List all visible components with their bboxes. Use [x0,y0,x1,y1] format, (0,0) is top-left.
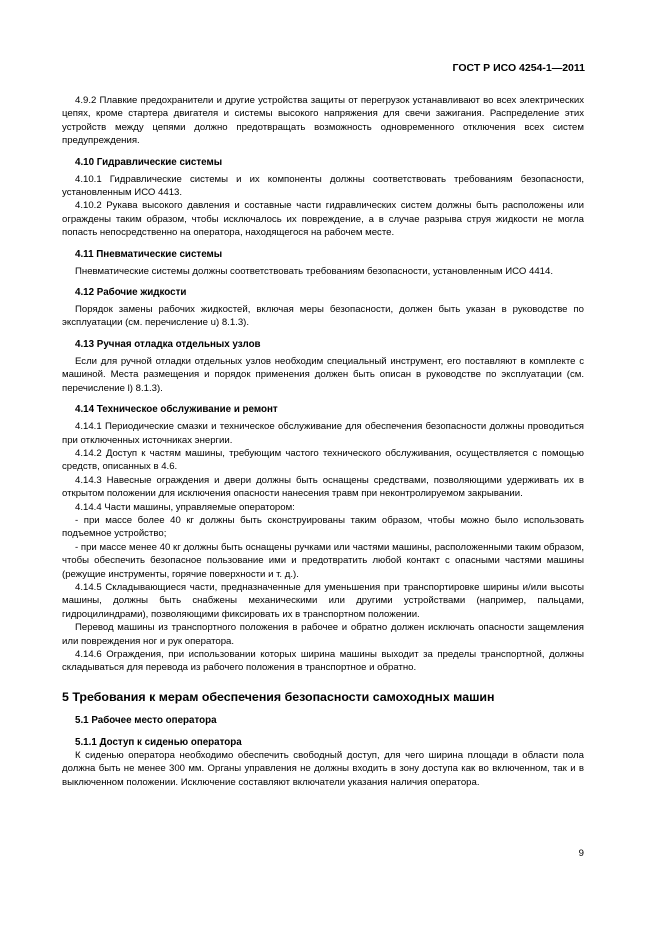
section-5-heading: 5 Требования к мерам обеспечения безопасности самоходных машин [62,689,495,704]
page-number: 9 [578,848,584,859]
paragraph-4-14-5: 4.14.5 Складывающиеся части, предназначенные для уменьшения при транспортировке ширины и/или высоты машины, должны быть снабжены механическими или другими устройствами (например, пальцами, гидроцилиндрами), позволяющими фиксировать их в транспортном положении. [62,581,584,620]
list-item-heavy-parts: - при массе более 40 кг должны быть сконструированы таким образом, чтобы можно было использовать подъемное устройство; [62,514,584,540]
page-content [62,94,584,789]
document-code: ГОСТ Р ИСО 4254-1—2011 [452,62,585,74]
paragraph-4-14-3: 4.14.3 Навесные ограждения и двери должны быть оснащены средствами, позволяющими удерживать их в открытом положении для исключения опасности нанесения травм при неконтролируемом закрывании. [62,474,584,500]
paragraph-4-9-2: 4.9.2 Плавкие предохранители и другие устройства защиты от перегрузок устанавливают во всех электрических цепях, кроме стартера двигателя и системы высокого напряжения для свечи зажигания. Распределение этих устройств между цепями должно предотвращать возможность одновременного отключения всех систем предупреждения. [62,95,584,147]
paragraph-4-14-1: 4.14.1 Периодические смазки и техническое обслуживание для обеспечения безопасности должны проводиться при отключенных источниках энергии. [62,421,584,446]
paragraph-4-11: Пневматические системы должны соответствовать требованиям безопасности, установленным ИСО 4414. [75,265,554,277]
heading-4-12: 4.12 Рабочие жидкости [75,287,187,299]
heading-4-14: 4.14 Техническое обслуживание и ремонт [75,404,278,416]
paragraph-4-14-2: 4.14.2 Доступ к частям машины, требующим частого технического обслуживания, осуществляется с помощью средств, описанных в 4.6. [62,447,584,473]
paragraph-4-12: Порядок замены рабочих жидкостей, включая меры безопасности, должен быть указан в руководстве по эксплуатации (см. перечисление u) 8.1.3). [62,304,584,329]
paragraph-4-14-4: 4.14.4 Части машины, управляемые оператором: [75,501,295,513]
heading-4-11: 4.11 Пневматические системы [75,248,223,260]
paragraph-4-10-2: 4.10.2 Рукава высокого давления и составные части гидравлических систем должны быть расположены или ограждены таким образом, чтобы исключалось их повреждение, а в случае разрыва струя жидкости не могла попасть непосредственно на оператора, находящегося на рабочем месте. [62,200,584,239]
heading-4-10: 4.10 Гидравлические системы [75,156,223,168]
paragraph-4-10-1: 4.10.1 Гидравлические системы и их компоненты должны соответствовать требованиям безопасности, установленным ИСО 4413. [62,173,584,199]
paragraph-4-14-5-transfer: Перевод машины из транспортного положения в рабочее и обратно должен исключать опасности защемления или повреждения ног и рук оператора. [62,622,584,647]
heading-5-1: 5.1 Рабочее место оператора [75,714,217,726]
heading-4-13: 4.13 Ручная отладка отдельных узлов [75,338,261,350]
heading-5-1-1: 5.1.1 Доступ к сиденью оператора [75,736,242,748]
list-item-light-parts: - при массе менее 40 кг должны быть оснащены ручками или частями машины, расположенными таким образом, чтобы обеспечить безопасное пользование ими и предотвратить любой контакт с опасными частями машины (режущие инструменты, горячие поверхности и т. д.). [62,541,584,580]
paragraph-4-13: Если для ручной отладки отдельных узлов необходим специальный инструмент, его поставляют в комплекте с машиной. Места размещения и порядок применения должен быть описан в руководстве по эксплуатации (см. перечисление l) 8.1.3). [62,355,584,394]
paragraph-5-1-1: К сиденью оператора необходимо обеспечить свободный доступ, для чего ширина площади в области пола должна быть не менее 300 мм. Органы управления не должны входить в зону доступа как во включенном, так и в выключенном положении. Исключение составляют включатели указания наличия оператора. [62,749,584,788]
paragraph-4-14-6: 4.14.6 Ограждения, при использовании которых ширина машины выходит за пределы транспортной, должны складываться для перевода из рабочего положения в транспортное и обратно. [62,649,584,674]
